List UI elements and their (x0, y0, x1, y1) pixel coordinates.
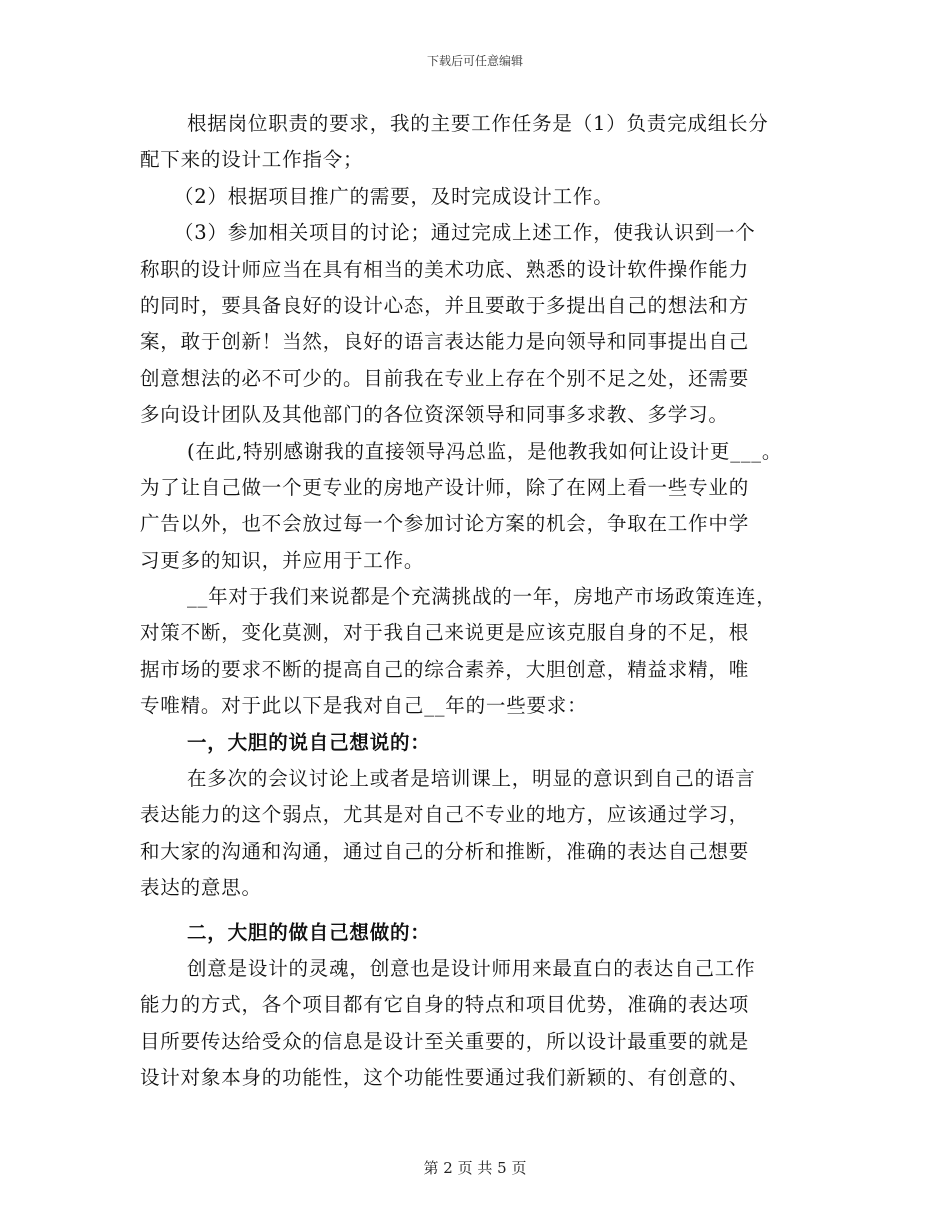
document-body (140, 112, 815, 1103)
paragraph-line: 和大家的沟通和沟通，通过自己的分析和推断，准确的表达自己想要 (140, 839, 750, 863)
paragraph-line: 案，敢于创新！当然，良好的语言表达能力是向领导和同事提出自己 (140, 330, 750, 354)
paragraph-line: 广告以外，也不会放过每一个参加讨论方案的机会，争取在工作中学 (140, 512, 750, 536)
page-header-note: 下载后可任意编辑 (426, 54, 523, 68)
paragraph-line: 能力的方式，各个项目都有它自身的特点和项目优势，准确的表达项 (140, 993, 750, 1017)
paragraph-line: 多向设计团队及其他部门的各位资深领导和同事多求教、多学习。 (140, 403, 729, 427)
paragraph-line: 为了让自己做一个更专业的房地产设计师，除了在网上看一些专业的 (140, 475, 750, 499)
paragraph-line: 表达的意思。 (140, 876, 262, 900)
paragraph-line: （3）参加相关项目的讨论；通过完成上述工作，使我认识到一个 (174, 221, 756, 245)
paragraph-line: 配下来的设计工作指令； (140, 148, 364, 172)
section-heading: 一，大胆的说自己想说的： (187, 730, 431, 754)
paragraph-line: 的同时，要具备良好的设计心态，并且要敢于多提出自己的想法和方 (140, 293, 750, 317)
page-number: 第 2 页 共 5 页 (423, 1159, 527, 1177)
section-heading: 二，大胆的做自己想做的： (187, 920, 431, 944)
paragraph-line: 根据岗位职责的要求，我的主要工作任务是（1）负责完成组长分 (187, 112, 769, 135)
paragraph-line: 对策不断，变化莫测，对于我自己来说更是应该克服自身的不足，根 (140, 621, 750, 645)
paragraph-line: 创意想法的必不可少的。目前我在专业上存在个别不足之处，还需要 (140, 366, 750, 390)
paragraph-line: 称职的设计师应当在具有相当的美术功底、熟悉的设计软件操作能力 (140, 257, 750, 281)
paragraph-line: 据市场的要求不断的提高自己的综合素养，大胆创意，精益求精，唯 (140, 657, 750, 681)
paragraph-line: 专唯精。对于此以下是我对自己__年的一些要求： (140, 694, 588, 718)
paragraph-line: （2）根据项目推广的需要，及时完成设计工作。 (174, 184, 614, 208)
paragraph-line: 目所要传达给受众的信息是设计至关重要的，所以设计最重要的就是 (140, 1029, 750, 1053)
paragraph-line: (在此,特别感谢我的直接领导冯总监，是他教我如何让设计更___。 (187, 439, 783, 463)
paragraph-line: 设计对象本身的功能性，这个功能性要通过我们新颖的、有创意的、 (140, 1066, 750, 1090)
paragraph-line: 表达能力的这个弱点，尤其是对自己不专业的地方，应该通过学习， (140, 803, 750, 827)
paragraph-line: 创意是设计的灵魂，创意也是设计师用来最直白的表达自己工作 (187, 956, 756, 980)
paragraph-line: __年对于我们来说都是个充满挑战的一年，房地产市场政策连连， (187, 585, 777, 609)
paragraph-line: 习更多的知识，并应用于工作。 (140, 548, 425, 572)
paragraph-line: 在多次的会议讨论上或者是培训课上，明显的意识到自己的语言 (187, 767, 756, 791)
